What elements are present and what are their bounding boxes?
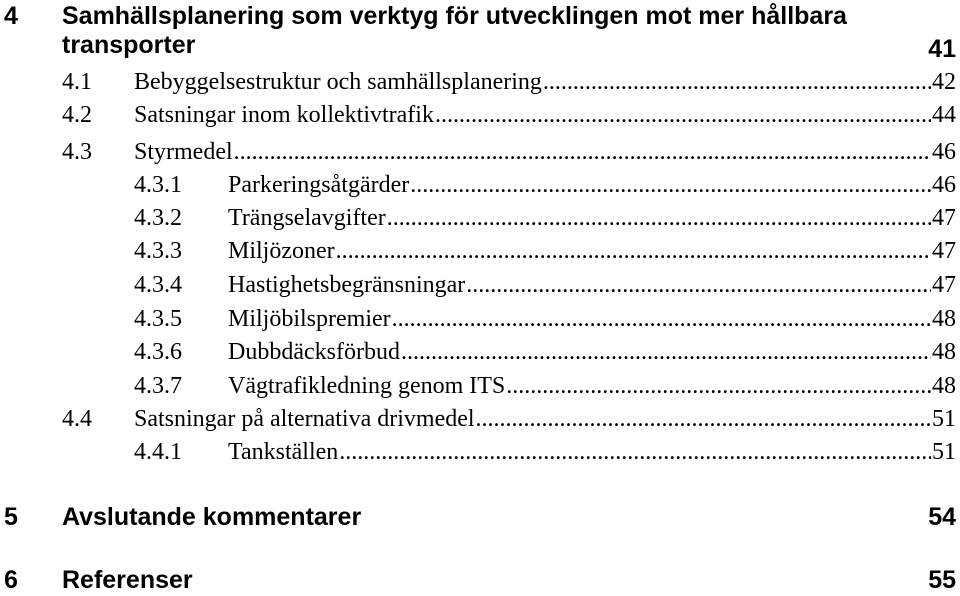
toc-entry-4-3-3[interactable]: [134, 237, 956, 265]
toc-entry-4-3-6[interactable]: [134, 338, 956, 366]
entry-title: Tankställen: [228, 439, 339, 465]
chapter-number: 5: [4, 503, 18, 531]
entry-page-number: 42: [932, 69, 956, 95]
entry-page-number: 47: [932, 205, 956, 231]
dot-leader: [435, 101, 931, 129]
entry-title: Miljözoner: [228, 238, 335, 264]
entry-title: Bebyggelsestruktur och samhällsplanering: [134, 69, 542, 95]
entry-number: 4.3.5: [134, 306, 182, 332]
chapter-title: Samhällsplanering som verktyg för utvecklingen mot mer hållbara transporter: [62, 2, 847, 59]
toc-entry-4-4[interactable]: [62, 405, 956, 433]
entry-page-number: 51: [932, 439, 956, 465]
entry-page-number: 48: [932, 373, 956, 399]
dot-leader: [410, 171, 931, 199]
dot-leader: [339, 438, 931, 466]
toc-entry-4-3-2[interactable]: [134, 204, 956, 232]
entry-page-number: 51: [932, 406, 956, 432]
toc-entry-4-1[interactable]: [62, 68, 956, 96]
entry-page-number: 46: [932, 139, 956, 165]
toc-chapter-4[interactable]: [0, 2, 960, 64]
chapter-number: 6: [4, 566, 18, 594]
toc-entry-4-3-4[interactable]: [134, 271, 956, 299]
entry-title: Styrmedel: [134, 139, 233, 165]
chapter-page-number: 54: [928, 503, 956, 531]
entry-page-number: 44: [932, 102, 956, 128]
entry-title: Parkeringsåtgärder: [228, 172, 410, 198]
dot-leader: [336, 237, 931, 265]
entry-page-number: 47: [932, 272, 956, 298]
dot-leader: [506, 372, 931, 400]
entry-page-number: 47: [932, 238, 956, 264]
entry-number: 4.3.1: [134, 172, 182, 198]
entry-page-number: 48: [932, 339, 956, 365]
entry-number: 4.3.2: [134, 205, 182, 231]
entry-number: 4.3.6: [134, 339, 182, 365]
entry-number: 4.1: [62, 69, 92, 95]
dot-leader: [234, 138, 931, 166]
entry-number: 4.3: [62, 139, 92, 165]
dot-leader: [466, 271, 931, 299]
dot-leader: [401, 338, 931, 366]
entry-number: 4.4: [62, 406, 92, 432]
toc-chapter-5[interactable]: [0, 503, 960, 533]
toc-entry-4-3-5[interactable]: [134, 305, 956, 333]
chapter-title: Referenser: [62, 566, 193, 594]
entry-page-number: 46: [932, 172, 956, 198]
entry-number: 4.2: [62, 102, 92, 128]
chapter-title: Avslutande kommentarer: [62, 503, 362, 531]
chapter-number: 4: [4, 2, 18, 30]
toc-entry-4-3-7[interactable]: [134, 372, 956, 400]
entry-title: Satsningar inom kollektivtrafik: [134, 102, 434, 128]
entry-page-number: 48: [932, 306, 956, 332]
entry-number: 4.3.3: [134, 238, 182, 264]
chapter-page-number: 41: [928, 35, 956, 63]
entry-title: Trängselavgifter: [228, 205, 386, 231]
dot-leader: [476, 405, 931, 433]
toc-entry-4-4-1[interactable]: [134, 438, 956, 466]
entry-number: 4.3.7: [134, 373, 182, 399]
entry-number: 4.4.1: [134, 439, 182, 465]
entry-title: Vägtrafikledning genom ITS: [228, 373, 506, 399]
toc-entry-4-2[interactable]: [62, 101, 956, 129]
entry-title: Dubbdäcksförbud: [228, 339, 400, 365]
dot-leader: [392, 305, 931, 333]
dot-leader: [387, 204, 931, 232]
entry-title: Hastighetsbegränsningar: [228, 272, 466, 298]
chapter-page-number: 55: [928, 566, 956, 594]
entry-number: 4.3.4: [134, 272, 182, 298]
entry-title: Satsningar på alternativa drivmedel: [134, 406, 475, 432]
dot-leader: [543, 68, 931, 96]
toc-entry-4-3[interactable]: [62, 138, 956, 166]
toc-chapter-6[interactable]: [0, 566, 960, 596]
toc-entry-4-3-1[interactable]: [134, 171, 956, 199]
entry-title: Miljöbilspremier: [228, 306, 391, 332]
